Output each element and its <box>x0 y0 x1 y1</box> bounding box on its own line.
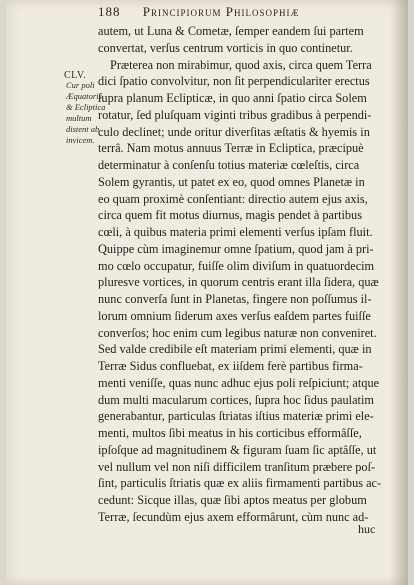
page-number: 188 <box>98 4 121 19</box>
margin-note-line: Æquatoris <box>66 91 102 101</box>
margin-note-line: distent ab <box>66 124 100 134</box>
text-line: convertat, verſus centrum vorticis in quo continetur. <box>98 40 353 55</box>
text-line: Terræ, ſecundùm ejus axem efformârunt, cùm nunc ad- <box>98 509 369 524</box>
text-line: terrâ. Nam motus annuus Terræ in Ecliptica, præcipuè <box>98 141 364 156</box>
text-line: cœli, à quibus materia primi elementi verſus ipſam fluit. <box>98 225 373 239</box>
text-line: menti veniſſe, quas nunc adhuc ejus poli reſpiciunt; atque <box>98 375 380 390</box>
text-line: lorum omnium ſiderum axes verſus eaſdem partes fuiſſe <box>98 308 371 323</box>
text-line: converſos; hoc enim cum legibus naturæ non conveniret. <box>98 325 377 340</box>
margin-note-line: & Ecliptica <box>66 102 106 112</box>
section-number: CLV. <box>64 70 87 81</box>
text-line: menti, multos ſibi meatus in his corticibus efformâſſe, <box>98 426 362 440</box>
body-text <box>98 23 388 526</box>
text-line: culo declinet; unde oritur diverſitas æſtatis & hyemis in <box>98 124 370 139</box>
book-page <box>6 0 408 585</box>
running-header <box>98 4 383 20</box>
text-line: Solem gyrantis, ut patet ex eo, quod omnes Planetæ in <box>98 174 365 189</box>
text-line: Sed valde credibile eſt materiam primi elementi, quæ in <box>98 342 372 357</box>
text-line: determinatur à conſenſu totius materiæ cœleſtis, circa <box>98 158 360 172</box>
text-line: Quippe cùm imaginemur omne ſpatium, quod jam à pri- <box>98 241 374 256</box>
text-line: rotatur, ſed pluſquam viginti tribus gradibus à perpendi- <box>98 107 372 122</box>
running-title: Principiorum Philosophiæ <box>142 4 300 19</box>
text-line: Præterea non mirabimur, quod axis, circa quem Terra <box>110 57 372 72</box>
text-line: nunc converſa ſunt in Planetas, fingere non poſſumus il- <box>98 292 372 306</box>
text-line: Terræ Sidus confluebat, ex iiſdem ferè partibus firma- <box>98 359 363 373</box>
margin-note-line: multum <box>66 113 92 123</box>
text-line: circa quem fit motus diurnus, magis pendet à partibus <box>98 208 362 223</box>
text-line: ſupra planum Eclipticæ, in quo anni ſpatio circa Solem <box>98 91 367 105</box>
text-line: ipſoſque ad magnitudinem & figuram ſuam ſic aptâſſe, ut <box>98 442 377 457</box>
text-line: vel nullum vel non niſi difficilem tranſitum præbere poſ- <box>98 459 376 474</box>
text-line: cedunt: Sicque illas, quæ ſibi aptos meatus per globum <box>98 493 367 507</box>
text-line: eo quam proximè conſentiant: directio autem ejus axis, <box>98 191 368 206</box>
text-line: autem, ut Luna & Cometæ, ſemper eandem ſui partem <box>98 24 364 38</box>
margin-note-line: invicem. <box>66 135 95 145</box>
text-line: dum multi macularum cortices, ſupra hoc ſidus paulatim <box>98 392 374 407</box>
text-line: dici ſpatio convolvitur, non ſit perpendiculariter erectus <box>98 74 370 89</box>
page-gutter-shadow <box>390 0 408 585</box>
catchword: huc <box>358 522 376 536</box>
margin-note-line: Cur poli <box>66 80 95 90</box>
text-line: mo cœlo occupatur, fuiſſe olim diviſum in quatuordecim <box>98 258 375 273</box>
text-line: pluresve vortices, in quorum centris erant illa ſidera, quæ <box>98 275 379 290</box>
text-line: generabantur, particulas ſtriatas iſtius materiæ primi ele- <box>98 409 374 424</box>
text-line: ſint, particulis ſtriatis quæ ex aliis firmamenti partibus ac- <box>98 476 382 491</box>
